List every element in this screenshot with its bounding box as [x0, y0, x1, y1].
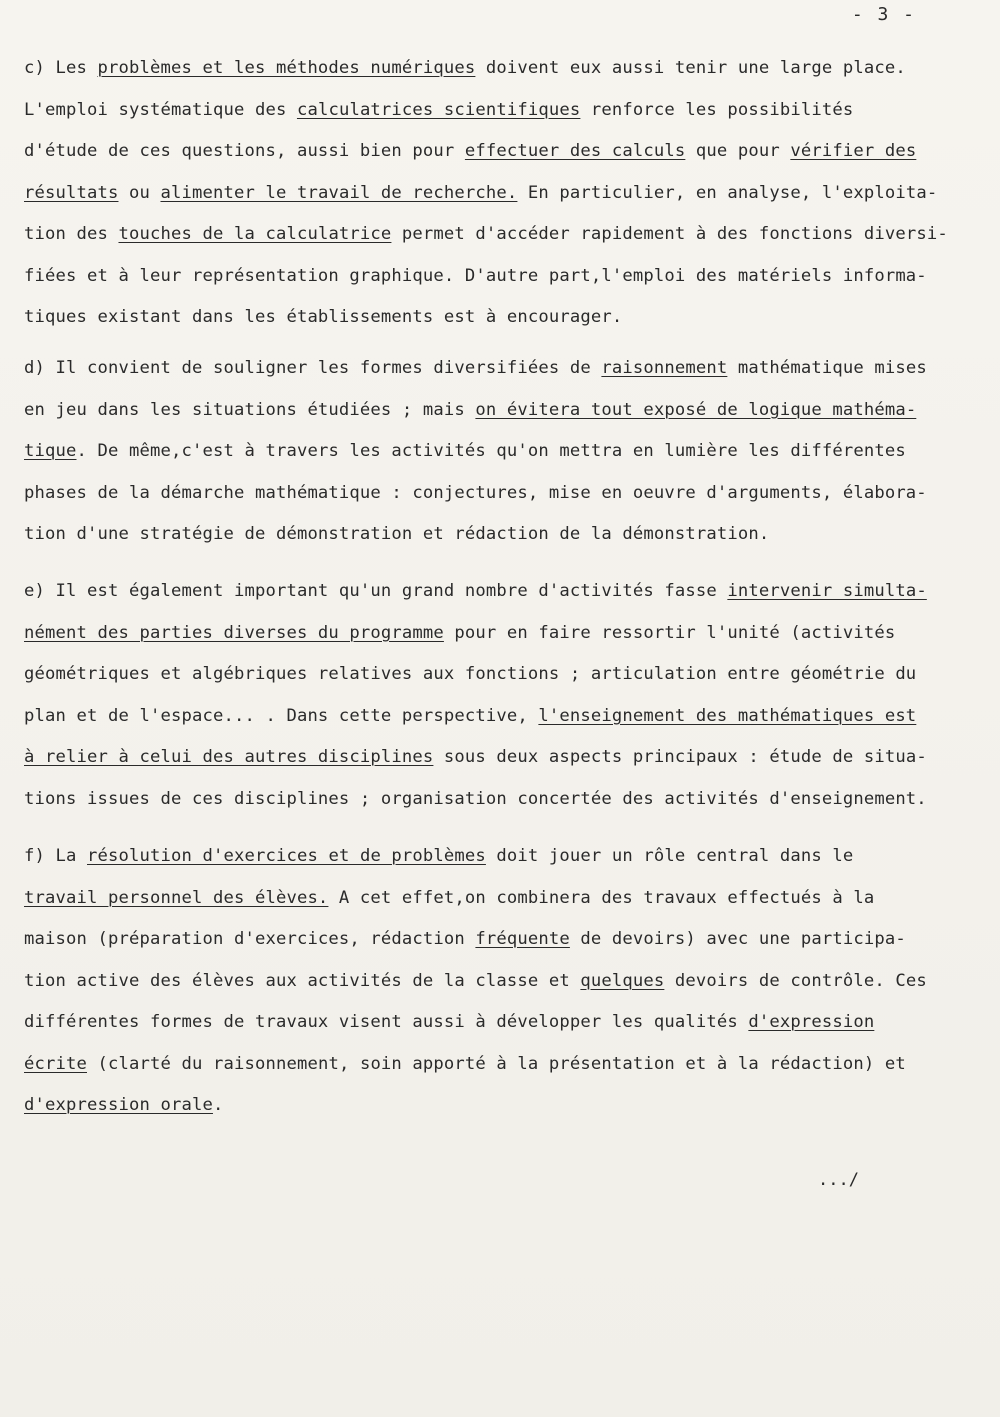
text-run: tion active des élèves aux activités de la classe et: [24, 970, 581, 991]
text-line: [24, 971, 927, 991]
underlined-text: nément des parties diverses du programme: [24, 622, 444, 643]
text-run: doit jouer un rôle central dans le: [485, 846, 854, 866]
text-line: [24, 483, 927, 503]
text-run: permet d'accéder rapidement à des fonctions diversi-: [391, 224, 948, 244]
text-line: [24, 789, 927, 809]
text-line: [24, 100, 853, 120]
page-number: - 3 -: [851, 4, 916, 25]
underlined-text: calculatrices scientifiques: [296, 99, 581, 120]
underlined-text: alimenter le travail de recherche.: [160, 182, 518, 203]
text-run: géométriques et algébriques relatives aux fonctions ; articulation entre géométrie du: [24, 664, 917, 684]
text-line: [24, 358, 927, 378]
text-line: [24, 266, 927, 286]
text-run: f) La: [24, 846, 87, 866]
text-run: mathématique mises: [727, 358, 927, 378]
text-run: devoirs de contrôle. Ces: [664, 970, 927, 991]
text-run: En particulier, en analyse, l'exploita-: [517, 182, 938, 203]
text-run: tiques existant dans les établissements est à encourager.: [24, 307, 623, 327]
text-line: [24, 581, 927, 601]
text-run: d'étude de ces questions, aussi bien pour: [24, 141, 465, 161]
text-line: [24, 524, 769, 544]
underlined-text: vérifier des: [790, 141, 917, 161]
text-run: (clarté du raisonnement, soin apporté à la présentation et à la rédaction) et: [87, 1053, 906, 1074]
text-run: en jeu dans les situations étudiées ; mais: [24, 399, 476, 420]
text-line: [24, 224, 948, 244]
text-run: A cet effet,on combinera des travaux effectués à la: [328, 887, 875, 908]
text-line: [24, 706, 916, 726]
underlined-text: raisonnement: [601, 358, 728, 378]
underlined-text: résolution d'exercices et de problèmes: [87, 846, 486, 866]
text-line: [24, 888, 874, 908]
underlined-text: d'expression: [748, 1012, 875, 1032]
text-run: tion d'une stratégie de démonstration et rédaction de la démonstration.: [24, 524, 770, 544]
text-run: sous deux aspects principaux : étude de situa-: [433, 747, 927, 767]
underlined-text: touches de la calculatrice: [118, 224, 392, 244]
text-run: tions issues de ces disciplines ; organisation concertée des activités d'enseignement.: [24, 788, 927, 809]
text-run: maison (préparation d'exercices, rédaction: [24, 929, 476, 949]
text-run: phases de la démarche mathématique : conjectures, mise en oeuvre d'arguments, élabora-: [24, 482, 927, 503]
underlined-text: résultats: [24, 182, 119, 203]
text-line: [24, 747, 927, 767]
text-line: [24, 664, 916, 684]
text-line: [24, 441, 906, 461]
text-run: de devoirs) avec une participa-: [569, 929, 906, 949]
underlined-text: problèmes et les méthodes numériques: [97, 58, 476, 78]
text-line: [24, 58, 906, 78]
underlined-text: travail personnel des élèves.: [24, 887, 329, 908]
text-run: fiées et à leur représentation graphique. D'autre part,l'emploi des matériels informa-: [24, 265, 927, 286]
underlined-text: à relier à celui des autres disciplines: [24, 747, 434, 767]
text-line: [24, 1095, 223, 1115]
underlined-text: l'enseignement des mathématiques est: [538, 705, 917, 726]
text-run: tion des: [24, 224, 119, 244]
continuation-mark: .../: [818, 1170, 859, 1190]
text-line: [24, 141, 916, 161]
underlined-text: fréquente: [475, 929, 570, 949]
text-run: renforce les possibilités: [580, 99, 854, 120]
text-run: pour en faire ressortir l'unité (activités: [443, 622, 896, 643]
text-line: [24, 400, 916, 420]
text-run: . De même,c'est à travers les activités qu'on mettra en lumière les différentes: [76, 441, 906, 461]
text-run: plan et de l'espace... . Dans cette perspective,: [24, 705, 539, 726]
text-run: .: [212, 1095, 224, 1115]
text-run: différentes formes de travaux visent aussi à développer les qualités: [24, 1012, 749, 1032]
underlined-text: tique: [24, 441, 77, 461]
underlined-text: on évitera tout exposé de logique mathéma-: [475, 399, 917, 420]
text-run: e) Il est également important qu'un grand nombre d'activités fasse: [24, 581, 728, 601]
underlined-text: d'expression orale: [24, 1095, 213, 1115]
text-line: [24, 1054, 906, 1074]
text-line: [24, 623, 895, 643]
text-run: doivent eux aussi tenir une large place.: [475, 58, 906, 78]
text-run: c) Les: [24, 58, 98, 78]
text-run: que pour: [685, 141, 791, 161]
text-line: [24, 183, 937, 203]
text-line: [24, 929, 906, 949]
text-run: ou: [118, 182, 161, 203]
text-line: [24, 846, 853, 866]
text-run: L'emploi systématique des: [24, 99, 297, 120]
text-line: [24, 307, 622, 327]
underlined-text: effectuer des calculs: [464, 141, 686, 161]
underlined-text: écrite: [24, 1053, 87, 1074]
underlined-text: intervenir simulta-: [727, 581, 927, 601]
text-line: [24, 1012, 874, 1032]
underlined-text: quelques: [580, 970, 665, 991]
text-run: d) Il convient de souligner les formes diversifiées de: [24, 358, 602, 378]
